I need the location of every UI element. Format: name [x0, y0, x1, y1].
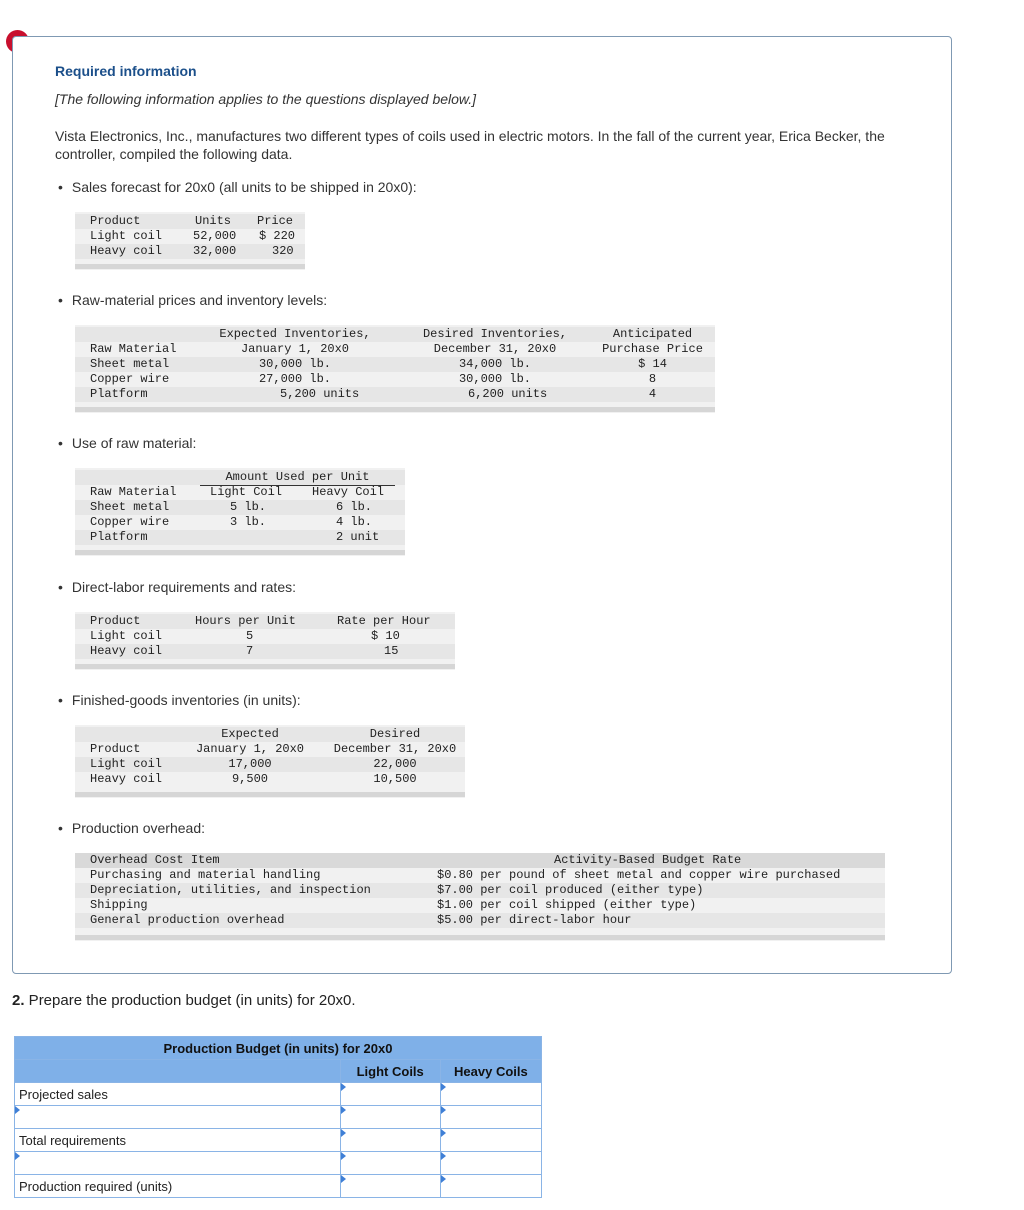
cell-input[interactable] — [441, 1152, 541, 1174]
use-header-light: Light Coil — [210, 485, 283, 499]
sales-forecast-table — [75, 212, 305, 270]
raw-header-price: Purchase Price — [602, 342, 703, 356]
cell: Shipping — [90, 898, 148, 912]
total-requirements-light-input[interactable] — [340, 1129, 440, 1152]
cell-input[interactable] — [341, 1106, 440, 1128]
fg-header-product: Product — [90, 742, 141, 756]
cell: 7 — [246, 644, 254, 658]
bullet-raw-material-prices: • Raw-material prices and inventory levels: — [58, 292, 327, 308]
table-row — [75, 357, 715, 372]
projected-sales-light-input[interactable] — [340, 1083, 440, 1106]
cell: 27,000 lb. — [258, 372, 331, 386]
row-label-input-2[interactable] — [15, 1152, 341, 1175]
cell: Copper wire — [90, 372, 170, 386]
table-row — [75, 868, 885, 883]
row-label-total-requirements: Total requirements — [15, 1129, 341, 1152]
cell: $ 14 — [638, 357, 667, 371]
use-header-heavy: Heavy Coil — [312, 485, 385, 499]
cell: 5 — [246, 629, 254, 643]
row3-heavy-input[interactable] — [440, 1152, 541, 1175]
cell: Heavy coil — [90, 644, 163, 658]
use-header-material: Raw Material — [90, 485, 177, 499]
cell: 34,000 lb. — [458, 357, 531, 371]
table-row — [75, 244, 305, 259]
table-row — [75, 372, 715, 387]
use-of-raw-material-table — [75, 468, 405, 556]
sales-header-units: Units — [195, 214, 232, 228]
total-requirements-heavy-input[interactable] — [440, 1129, 541, 1152]
budget-header-heavy-coils: Heavy Coils — [440, 1060, 541, 1083]
question-text: Prepare the production budget (in units) for 20x0. — [24, 992, 356, 1009]
cell-input[interactable] — [341, 1152, 440, 1174]
row1-heavy-input[interactable] — [440, 1106, 541, 1129]
table-row — [75, 530, 405, 545]
cell: 22,000 — [373, 757, 417, 771]
cell: $ 220 — [259, 229, 296, 243]
overhead-header-rate: Activity-Based Budget Rate — [554, 853, 742, 867]
fg-header-desired-date: December 31, 20x0 — [333, 742, 457, 756]
row1-light-input[interactable] — [340, 1106, 440, 1129]
cell: 6 lb. — [336, 500, 373, 514]
finished-goods-table — [75, 725, 465, 798]
cell: $7.00 per coil produced (either type) — [437, 883, 704, 897]
table-row — [75, 757, 465, 772]
production-required-heavy-input[interactable] — [440, 1175, 541, 1198]
intro-paragraph: Vista Electronics, Inc., manufactures two different types of coils used in electric motors. In the fall of the current year, Erica Becker, the controller, compiled the following data. — [55, 128, 885, 162]
table-row — [75, 229, 305, 244]
cell: General production overhead — [90, 913, 285, 927]
cell: 5 lb. — [230, 500, 267, 514]
row-label-input-1[interactable] — [15, 1106, 341, 1129]
overhead-header-item: Overhead Cost Item — [90, 853, 220, 867]
table-row — [15, 1106, 542, 1129]
label-input[interactable] — [15, 1152, 340, 1174]
labor-header-rate: Rate per Hour — [337, 614, 431, 628]
cell: $5.00 per direct-labor hour — [437, 913, 632, 927]
cell: 30,000 lb. — [458, 372, 531, 386]
cell: Depreciation, utilities, and inspection — [90, 883, 371, 897]
row-label-projected-sales: Projected sales — [15, 1083, 341, 1106]
cell: 320 — [272, 244, 294, 258]
raw-header-desired: Desired Inventories, — [422, 327, 568, 341]
table-row — [75, 883, 885, 898]
fg-header-desired: Desired — [369, 727, 421, 741]
cell: 6,200 units — [468, 387, 548, 401]
cell-input[interactable] — [441, 1106, 541, 1128]
table-row — [75, 500, 405, 515]
production-required-light-input[interactable] — [340, 1175, 440, 1198]
cell-input[interactable] — [341, 1129, 440, 1151]
row-label-production-required: Production required (units) — [15, 1175, 341, 1198]
bullet-sales-forecast: • Sales forecast for 20x0 (all units to be shipped in 20x0): — [58, 179, 417, 195]
cell-input[interactable] — [441, 1175, 541, 1197]
raw-header-anticipated: Anticipated — [612, 327, 693, 341]
table-row — [75, 387, 715, 402]
row3-light-input[interactable] — [340, 1152, 440, 1175]
cell: Light coil — [90, 229, 163, 243]
sales-header-price: Price — [257, 214, 294, 228]
projected-sales-heavy-input[interactable] — [440, 1083, 541, 1106]
table-row — [75, 772, 465, 787]
bullet-finished-goods: • Finished-goods inventories (in units): — [58, 692, 301, 708]
cell: Sheet metal — [90, 357, 170, 371]
production-overhead-table — [75, 853, 885, 941]
cell: $ 10 — [371, 629, 400, 643]
fg-header-expected-date: January 1, 20x0 — [195, 742, 305, 756]
info-note: [The following information applies to the questions displayed below.] — [55, 91, 477, 107]
cell: 4 lb. — [336, 515, 373, 529]
cell: Platform — [90, 387, 148, 401]
cell: 9,500 — [231, 772, 268, 786]
cell: $1.00 per coil shipped (either type) — [437, 898, 697, 912]
table-row — [75, 644, 455, 659]
budget-header-light-coils: Light Coils — [340, 1060, 440, 1083]
budget-title: Production Budget (in units) for 20x0 — [15, 1037, 542, 1060]
cell: 30,000 lb. — [258, 357, 331, 371]
cell: 3 lb. — [230, 515, 267, 529]
raw-header-material: Raw Material — [90, 342, 177, 356]
raw-material-prices-table — [75, 325, 715, 413]
cell-input[interactable] — [341, 1083, 440, 1105]
required-info-heading: Required information — [55, 63, 197, 79]
cell-input[interactable] — [441, 1129, 541, 1151]
labor-header-product: Product — [90, 614, 141, 628]
raw-header-expected-date: January 1, 20x0 — [240, 342, 350, 356]
fg-header-expected: Expected — [221, 727, 279, 741]
direct-labor-table — [75, 612, 455, 670]
cell: Heavy coil — [90, 244, 163, 258]
cell: $0.80 per pound of sheet metal and copper wire purchased — [437, 868, 841, 882]
raw-header-desired-date: December 31, 20x0 — [433, 342, 557, 356]
cell: Platform — [90, 530, 148, 544]
label-input[interactable] — [15, 1106, 340, 1128]
question-title — [12, 992, 356, 1009]
cell: 8 — [648, 372, 657, 386]
cell: Heavy coil — [90, 772, 163, 786]
labor-header-hours: Hours per Unit — [195, 614, 296, 628]
table-row — [75, 913, 885, 928]
table-row — [15, 1152, 542, 1175]
budget-header-blank — [15, 1060, 341, 1083]
production-budget-table — [14, 1036, 542, 1198]
table-row — [75, 898, 885, 913]
sales-header-product: Product — [90, 214, 141, 228]
cell: 15 — [384, 644, 399, 658]
cell: Copper wire — [90, 515, 170, 529]
table-row — [15, 1083, 542, 1106]
cell: 52,000 — [193, 229, 237, 243]
table-row — [75, 515, 405, 530]
use-header-group: Amount Used per Unit — [200, 470, 395, 486]
cell: Light coil — [90, 757, 163, 771]
cell: Purchasing and material handling — [90, 868, 321, 882]
question-number: 2. — [12, 992, 25, 1009]
bullet-use-of-raw-material: • Use of raw material: — [58, 435, 196, 451]
bullet-direct-labor: • Direct-labor requirements and rates: — [58, 579, 296, 595]
cell: 10,500 — [373, 772, 417, 786]
cell-input[interactable] — [441, 1083, 541, 1105]
cell: 4 — [648, 387, 657, 401]
cell: Sheet metal — [90, 500, 170, 514]
cell: 2 unit — [336, 530, 380, 544]
cell: 32,000 — [193, 244, 237, 258]
cell-input[interactable] — [341, 1175, 440, 1197]
cell: 17,000 — [228, 757, 272, 771]
table-row — [15, 1175, 542, 1198]
table-row — [15, 1129, 542, 1152]
raw-header-expected: Expected Inventories, — [219, 327, 371, 341]
cell: Light coil — [90, 629, 163, 643]
cell: 5,200 units — [280, 387, 360, 401]
table-row — [75, 629, 455, 644]
bullet-production-overhead: • Production overhead: — [58, 820, 205, 836]
